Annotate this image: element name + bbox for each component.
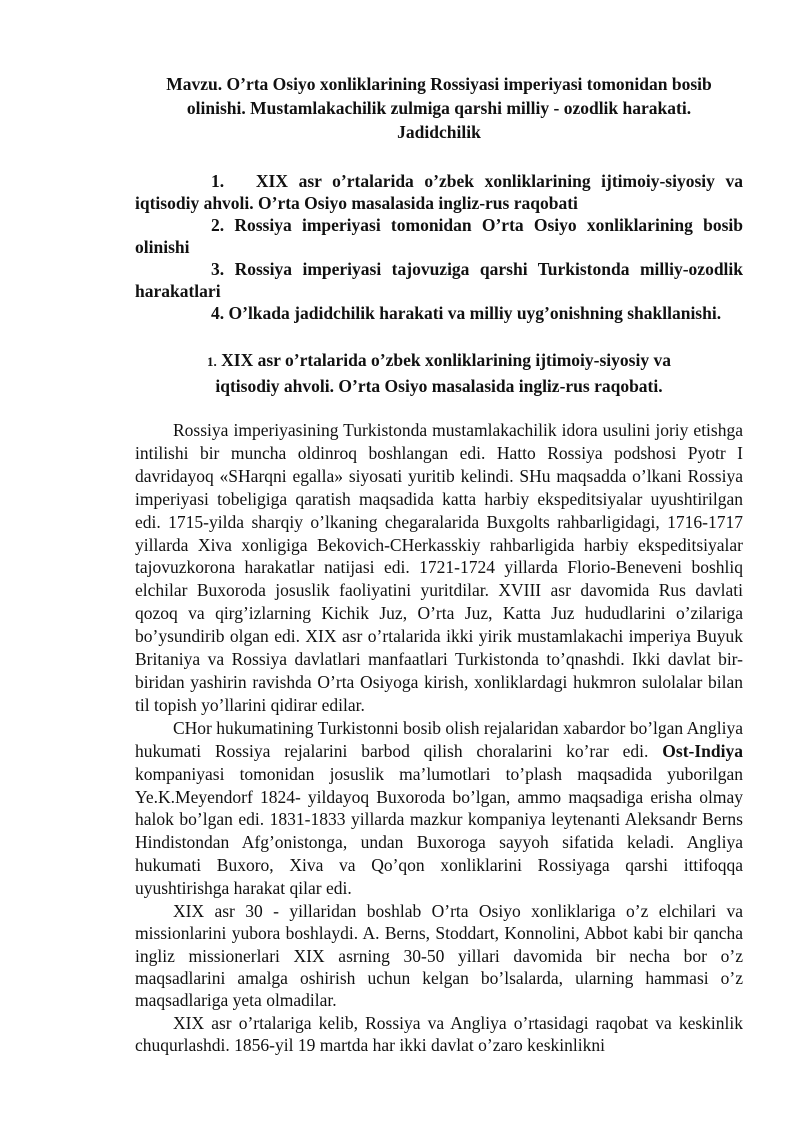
section-heading-line-2: iqtisodiy ahvoli. O’rta Osiyo masalasida ingliz-rus raqobati. (215, 376, 663, 396)
section-heading-text-1: XIX asr o’rtalarida o’zbek xonliklarining ijtimoiy-siyosiy va (221, 350, 671, 370)
outline-text: O’lkada jadidchilik harakati va milliy uyg’onishning shakllanishi. (228, 303, 722, 323)
title-line-3: Jadidchilik (397, 122, 481, 142)
title-line-2: olinishi. Mustamlakachilik zulmiga qarshi milliy - ozodlik harakati. (186, 98, 692, 118)
section-body (135, 419, 743, 1057)
paragraph-1: Rossiya imperiyasining Turkistonda mustamlakachilik idora usulini joriy etishga intilishi bir muncha oldinroq boshlangan edi. Hatto Rossiya podshosi Pyotr I davridayoq «SHarqni egalla» siyosati yuritib kelindi. SHu maqsadda o’lkani Rossiya imperiyasi tobeligiga qaratish maqsadida katta harbiy ekspeditsiyalar uyushtirilgan edi. 1715-yilda sharqiy o’lkaning chegaralarida Buxgolts rahbarligidagi, 1716-1717 yillarda Xiva xonligiga Bekovich-CHerkasskiy rahbarligida harbiy ekspeditsiyalar tajovuzkorona harakatlar natijasi edi. 1721-1724 yillarda Florio-Beneveni boshliq elchilar Buxoroda josuslik faoliyatini yuritdilar. XVIII asr davomida Rus davlati qozoq va qirg’izlarning Kichik Juz, O’rta Juz, Katta Juz hududlarini o’zilariga bo’ysundirib olgan edi. XIX asr o’rtalarida ikki yirik mustamlakachi imperiya Buyuk Britaniya va Rossiya davlatlari manfaatlari Turkistonda to’qnashdi. Ikki davlat bir- biridan yashirin ravishda O’rta Osiyoga kirish, xonliklardagi hukmron sulolalar bilan til topish yo’llarini qidirar edilar. (135, 420, 743, 715)
outline-item-4 (135, 302, 743, 324)
document-page (135, 72, 743, 1057)
paragraph-2-end: kompaniyasi tomonidan josuslik ma’lumotlari to’plash maqsadida yuborilgan Ye.K.Meyendorf 1824- yildayoq Buxoroda bo’lgan, ammo maqsadiga erisha olmay halok bo’lgan edi. 1831-1833 yillarda mazkur kompaniya leytenanti Aleksandr Berns Hindistondan Afg’onistonga, undan Buxoroga sayyoh sifatida keladi. Angliya hukumati Buxoro, Xiva va Qo’qon xonliklarini Rossiyaga qarshi ittifoqqa uyushtirishga harakat qilar edi. (135, 763, 743, 899)
outline-text: XIX asr o’rtalarida o’zbek xonliklarining ijtimoiy-siyosiy va iqtisodiy ahvoli. O’rta Osiyo masalasida ingliz-rus raqobati (135, 171, 743, 213)
outline-text: Rossiya imperiyasi tajovuziga qarshi Turkistonda milliy-ozodlik harakatlari (135, 259, 744, 301)
section-heading-line-1 (135, 348, 743, 374)
section-heading (135, 348, 743, 398)
outline-number: 2. (211, 215, 225, 235)
paragraph-2-start: CHor hukumatining Turkistonni bosib olish rejalaridan xabardor bo’lgan Angliya hukumati Rossiya rejalarini barbod qilish choralarini ko’rar edi. (135, 717, 743, 761)
company-name-bold: Ost-Indiya (662, 740, 743, 761)
title-line-1: Mavzu. O’rta Osiyo xonliklarining Rossiyasi imperiyasi tomonidan bosib (166, 74, 712, 94)
document-title (135, 72, 743, 144)
paragraph-2 (135, 717, 743, 900)
topic-outline (135, 170, 743, 324)
paragraph-4: XIX asr o’rtalariga kelib, Rossiya va Angliya o’rtasidagi raqobat va keskinlik chuqurlashdi. 1856-yil 19 martda har ikki davlat o’zaro keskinlikni (135, 1012, 743, 1056)
outline-text: Rossiya imperiyasi tomonidan O’rta Osiyo xonliklarining bosib olinishi (135, 215, 744, 257)
paragraph-3: XIX asr 30 - yillaridan boshlab O’rta Osiyo xonliklariga o’z elchilari va missionlarini yubora boshlaydi. A. Berns, Stoddart, Konnolini, Abbot kabi bir qancha ingliz missionerlari XIX asrning 30-50 yillari davomida bir necha bor o’z maqsadlarini amalga oshirish uchun kelgan bo’lsalarda, ularning hammasi o’z maqsadlariga yeta olmadilar. (135, 901, 743, 1011)
outline-number: 4. (211, 303, 225, 323)
section-number: 1. (207, 354, 217, 369)
outline-item-1 (135, 170, 743, 214)
outline-number: 3. (211, 259, 225, 279)
outline-number: 1. (211, 171, 225, 191)
outline-item-2 (135, 214, 743, 258)
outline-item-3 (135, 258, 743, 302)
